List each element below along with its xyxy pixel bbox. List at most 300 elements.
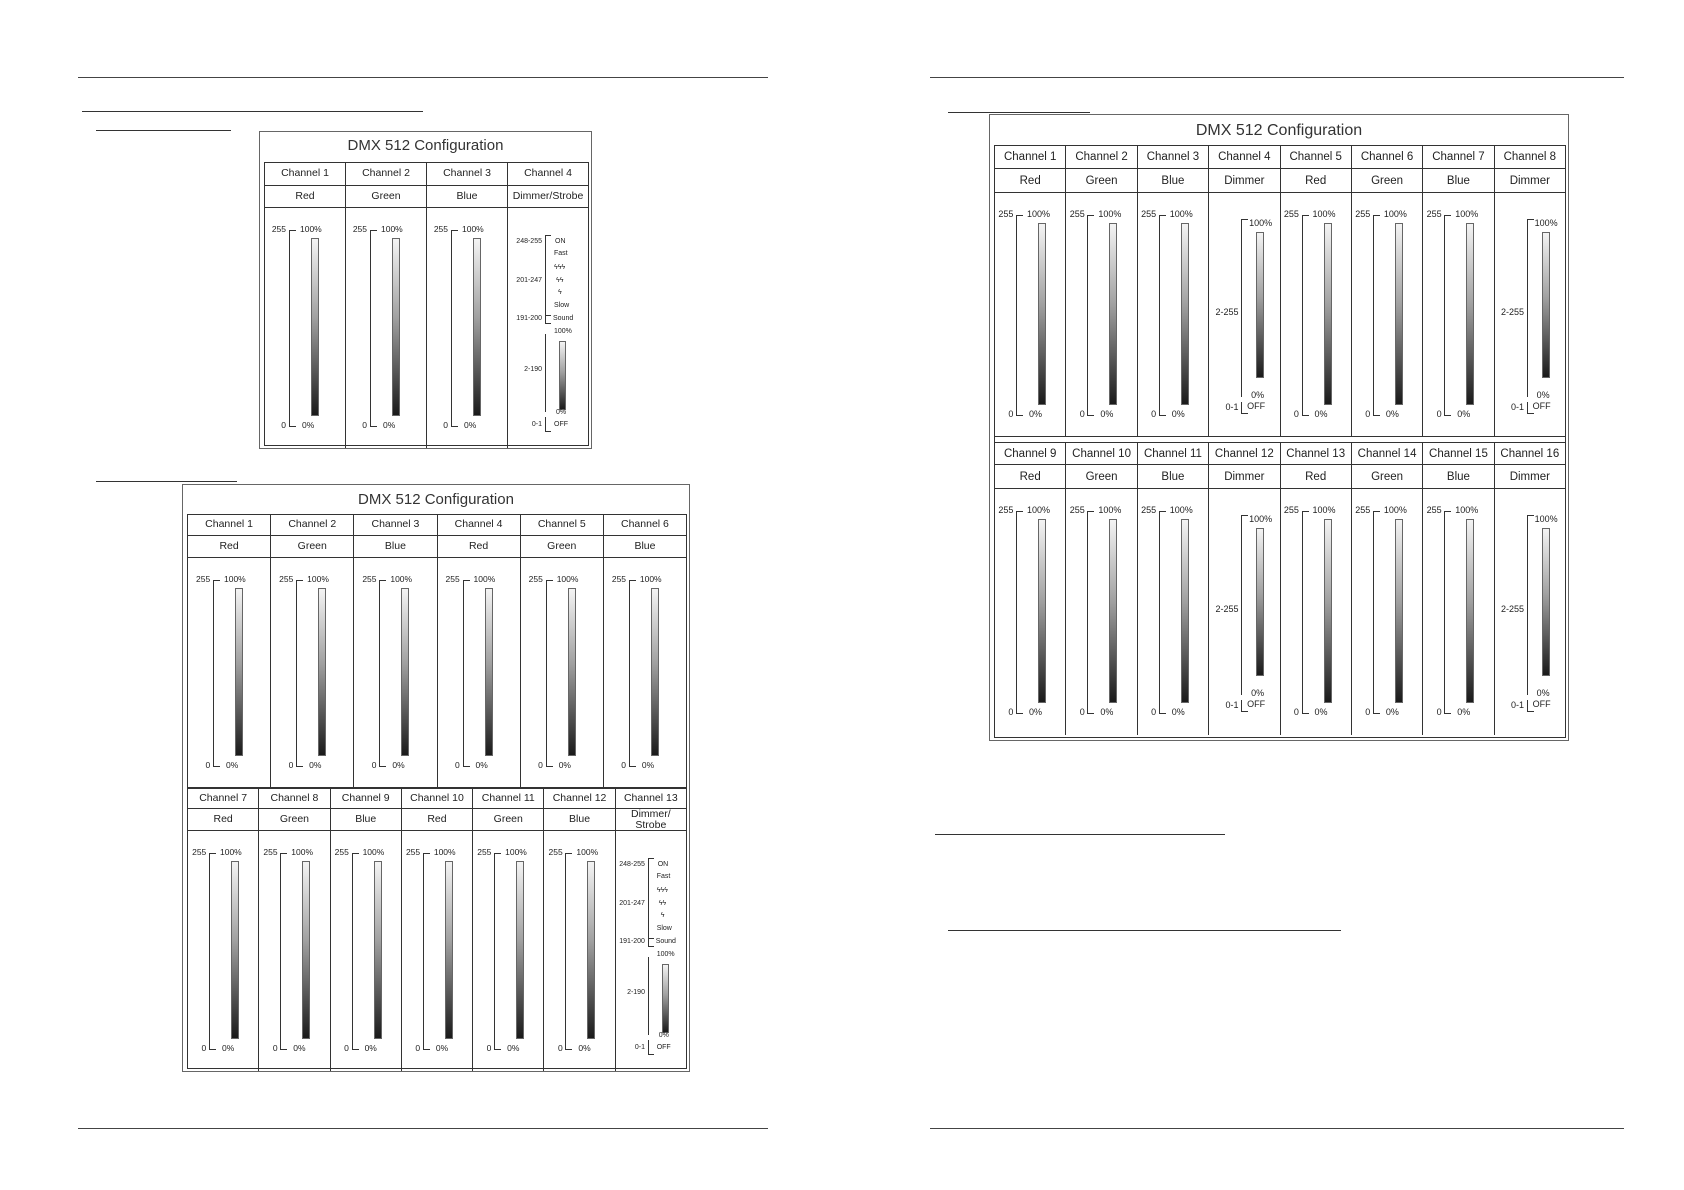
scale-max-value: 255 xyxy=(271,224,286,234)
off-bracket xyxy=(545,417,546,431)
scale-max-percent: 100% xyxy=(473,574,496,584)
tick-sound xyxy=(648,938,654,939)
strobe-slow-label: Slow xyxy=(656,925,672,932)
channel-header: Channel 1 xyxy=(1003,150,1057,163)
scale-bracket xyxy=(1444,511,1445,713)
scale-tick-top xyxy=(1302,215,1309,216)
scale-tick-bottom xyxy=(1016,415,1023,416)
scale-tick-top xyxy=(280,853,287,854)
scale-tick-top xyxy=(379,580,386,581)
scale-min-percent: 0% xyxy=(222,1043,235,1053)
channel-scale xyxy=(426,208,507,448)
channel-scale xyxy=(270,558,353,788)
channel-function: Dimmer xyxy=(1208,465,1279,489)
off-bracket xyxy=(1241,402,1242,413)
dimmer-range-label: 2-255 xyxy=(1215,604,1239,614)
intensity-gradient-bar xyxy=(473,238,481,416)
off-tick xyxy=(545,431,551,432)
scale-max-percent: 100% xyxy=(639,574,662,584)
scale-bracket xyxy=(565,853,566,1049)
scale-min-percent: 0% xyxy=(658,1032,669,1039)
tick-sound-bottom xyxy=(545,323,551,324)
intensity-gradient-bar xyxy=(311,238,319,416)
scale-max-percent: 100% xyxy=(1455,209,1479,219)
scale-tick-top xyxy=(1087,511,1094,512)
off-range-label: 0-1 xyxy=(1510,700,1524,710)
channel-scale xyxy=(995,193,1065,437)
scale-min-value: 0 xyxy=(1151,707,1157,717)
scale-max-percent: 100% xyxy=(1455,505,1479,515)
channel-header: Channel 11 xyxy=(1137,443,1208,465)
intensity-gradient-bar xyxy=(392,238,400,416)
scale-max-percent: 100% xyxy=(362,847,385,857)
scale-tick-top xyxy=(289,230,296,231)
scale-max-value: 255 xyxy=(1355,209,1371,219)
scale-bracket xyxy=(1302,511,1303,713)
subheading-underline-3 xyxy=(948,112,1090,113)
channel-header: Channel 9 xyxy=(330,789,401,809)
scale-max-percent: 100% xyxy=(576,847,599,857)
off-range-label: 0-1 xyxy=(634,1044,645,1051)
off-label: OFF xyxy=(1532,699,1551,709)
channel-scale-row xyxy=(995,192,1565,437)
scale-max-percent: 100% xyxy=(656,951,675,958)
scale-max-percent: 100% xyxy=(220,847,242,857)
scale-min-percent: 0% xyxy=(1171,409,1185,419)
scale-tick-top xyxy=(1527,219,1534,220)
header-rule-left xyxy=(78,77,768,78)
channel-header: Channel 13 xyxy=(615,789,686,809)
channel-function: Blue xyxy=(603,536,686,558)
intensity-gradient-bar xyxy=(1109,519,1117,703)
scale-bracket xyxy=(1373,511,1374,713)
scale-max-percent: 100% xyxy=(1098,209,1122,219)
dimmer-range-label: 2-255 xyxy=(1500,307,1524,317)
scale-min-percent: 0% xyxy=(1029,707,1043,717)
channel-header: Channel 13 xyxy=(1280,443,1351,465)
scale-min-percent: 0% xyxy=(1536,390,1550,400)
dimmer-bracket xyxy=(1241,515,1242,695)
scale-bracket xyxy=(1373,215,1374,415)
scale-tick-top xyxy=(1016,215,1023,216)
channel-function: Blue xyxy=(1422,169,1493,193)
channel-header: Channel 12 xyxy=(543,789,614,809)
scale-bracket xyxy=(289,230,290,426)
channel-scale-row xyxy=(265,207,588,448)
scale-max-value: 255 xyxy=(279,574,294,584)
strobe-fast-label: Fast xyxy=(656,873,671,880)
scale-bracket xyxy=(379,580,380,766)
scale-min-value: 0 xyxy=(1293,409,1299,419)
scale-min-value: 0 xyxy=(1365,409,1371,419)
scale-max-value: 255 xyxy=(192,847,207,857)
channel-scale xyxy=(507,208,588,448)
scale-max-percent: 100% xyxy=(1534,218,1558,228)
scale-tick-bottom xyxy=(280,1049,287,1050)
scale-tick-top xyxy=(1241,219,1248,220)
scale-min-percent: 0% xyxy=(1385,409,1399,419)
scale-max-percent: 100% xyxy=(433,847,456,857)
off-range-label: 0-1 xyxy=(1225,402,1239,412)
channel-header: Channel 5 xyxy=(520,515,603,535)
scale-bracket xyxy=(423,853,424,1049)
scale-min-percent: 0% xyxy=(1251,688,1265,698)
channel-function: Blue xyxy=(1137,169,1208,193)
tick-sound xyxy=(545,315,551,316)
scale-max-percent: 100% xyxy=(1312,209,1336,219)
scale-tick-bottom xyxy=(1016,713,1023,714)
channel-grid xyxy=(994,145,1566,738)
scale-min-percent: 0% xyxy=(1100,707,1114,717)
scale-max-percent: 100% xyxy=(381,224,403,234)
channel-function: Red xyxy=(437,536,520,558)
intensity-gradient-bar xyxy=(1038,519,1046,703)
channel-scale xyxy=(188,558,270,788)
scale-tick-bottom xyxy=(565,1049,572,1050)
channel-function: Red xyxy=(1280,169,1351,193)
footer-rule-right xyxy=(930,1128,1624,1129)
channel-header-row xyxy=(995,146,1565,168)
scale-bracket xyxy=(1302,215,1303,415)
scale-tick-top xyxy=(1527,515,1534,516)
intensity-gradient-bar xyxy=(1038,223,1046,405)
scale-bracket xyxy=(1159,215,1160,415)
panel-title: DMX 512 Configuration xyxy=(358,491,514,508)
channel-function: Blue xyxy=(426,186,507,208)
scale-tick-top xyxy=(296,580,303,581)
intensity-gradient-bar xyxy=(568,588,576,756)
intensity-gradient-bar xyxy=(1542,528,1550,676)
channel-scale xyxy=(520,558,603,788)
section-heading-underline-3 xyxy=(948,930,1341,931)
scale-tick-top xyxy=(565,853,572,854)
scale-min-percent: 0% xyxy=(1385,707,1399,717)
strobe-slow-label: Slow xyxy=(554,302,570,309)
scale-min-percent: 0% xyxy=(641,760,655,770)
channel-function: Red xyxy=(213,813,233,826)
channel-header: Channel 16 xyxy=(1494,443,1565,465)
channel-function-row xyxy=(995,168,1565,193)
scale-max-percent: 100% xyxy=(1169,209,1193,219)
section-heading-underline xyxy=(82,111,423,112)
off-bracket xyxy=(1241,700,1242,711)
scale-tick-bottom xyxy=(1444,415,1451,416)
intensity-gradient-bar xyxy=(1109,223,1117,405)
sound-range-label: 191-200 xyxy=(619,938,645,945)
scale-max-value: 255 xyxy=(548,847,563,857)
intensity-gradient-bar xyxy=(231,861,239,1039)
channel-function-row xyxy=(265,185,588,208)
scale-tick-bottom xyxy=(1087,415,1094,416)
scale-max-value: 255 xyxy=(998,209,1014,219)
channel-function: Green xyxy=(520,536,603,558)
channel-function: Red xyxy=(1280,465,1351,489)
channel-function: Blue xyxy=(330,809,401,831)
scale-min-value: 0 xyxy=(415,1043,421,1053)
scale-tick-top xyxy=(1444,511,1451,512)
channel-header: Channel 12 xyxy=(1208,443,1279,465)
scale-bracket xyxy=(209,853,210,1049)
scale-tick-bottom xyxy=(423,1049,430,1050)
channel-grid xyxy=(264,162,589,446)
scale-bracket xyxy=(370,230,371,426)
scale-min-percent: 0% xyxy=(556,409,567,416)
scale-min-percent: 0% xyxy=(1314,409,1328,419)
scale-max-percent: 100% xyxy=(1169,505,1193,515)
scale-tick-bottom xyxy=(1087,713,1094,714)
channel-function: Green xyxy=(1065,465,1136,489)
scale-max-value: 255 xyxy=(477,847,492,857)
channel-function: Green xyxy=(258,809,329,831)
tick-sound-bottom xyxy=(648,946,654,947)
scale-min-percent: 0% xyxy=(392,760,405,770)
scale-min-percent: 0% xyxy=(309,760,322,770)
channel-header: Channel 11 xyxy=(472,789,543,809)
off-bracket xyxy=(1527,402,1528,413)
scale-max-value: 255 xyxy=(362,574,377,584)
scale-max-value: 255 xyxy=(611,574,627,584)
scale-max-value: 255 xyxy=(195,574,211,584)
channel-header: Channel 2 xyxy=(345,163,426,185)
off-tick xyxy=(648,1054,654,1055)
scale-max-value: 255 xyxy=(445,574,460,584)
channel-function-row xyxy=(995,464,1565,489)
intensity-gradient-bar xyxy=(318,588,326,756)
strobe-fast-label: Fast xyxy=(554,250,568,257)
channel-header: Channel 4 xyxy=(507,163,588,185)
dmx-config-panel-4ch xyxy=(259,131,592,449)
scale-bracket xyxy=(296,580,297,766)
scale-min-percent: 0% xyxy=(475,760,488,770)
channel-function: Green xyxy=(345,186,426,208)
scale-min-percent: 0% xyxy=(1314,707,1328,717)
intensity-gradient-bar xyxy=(559,341,566,410)
channel-scale xyxy=(1280,489,1351,735)
intensity-gradient-bar xyxy=(1181,223,1189,405)
channel-header: Channel 7 xyxy=(1422,146,1493,168)
scale-tick-bottom xyxy=(370,426,377,427)
scale-min-value: 0 xyxy=(1151,409,1157,419)
flash-fast-icon: ϟϟϟ xyxy=(656,887,668,894)
scale-min-percent: 0% xyxy=(464,420,477,430)
channel-grid xyxy=(187,514,687,1069)
flash-medium-icon: ϟϟ xyxy=(658,900,667,907)
channel-function: Red xyxy=(219,540,239,553)
dimmer-range-label: 2-255 xyxy=(1500,604,1524,614)
scale-tick-bottom xyxy=(209,1049,216,1050)
flash-slow-icon: ϟ xyxy=(558,289,562,296)
scale-bracket xyxy=(1444,215,1445,415)
channel-scale xyxy=(995,489,1065,735)
channel-header: Channel 1 xyxy=(205,518,254,531)
scale-min-percent: 0% xyxy=(302,420,315,430)
scale-tick-top xyxy=(370,230,377,231)
channel-scale xyxy=(345,208,426,448)
scale-min-percent: 0% xyxy=(1251,390,1265,400)
channel-header: Channel 1 xyxy=(281,167,329,180)
scale-max-percent: 100% xyxy=(1249,514,1273,524)
scale-tick-bottom xyxy=(1302,415,1309,416)
intensity-gradient-bar xyxy=(1324,223,1332,405)
intensity-gradient-bar xyxy=(1181,519,1189,703)
scale-tick-top xyxy=(213,580,220,581)
tick-on xyxy=(648,858,654,859)
scale-min-percent: 0% xyxy=(1536,688,1550,698)
dimmer-bracket xyxy=(648,957,649,1035)
intensity-gradient-bar xyxy=(1542,232,1550,378)
dmx-config-panel-16ch xyxy=(989,114,1569,741)
scale-bracket xyxy=(1159,511,1160,713)
intensity-gradient-bar xyxy=(1256,232,1264,378)
channel-function: Green xyxy=(1351,169,1422,193)
scale-tick-top xyxy=(494,853,501,854)
scale-min-percent: 0% xyxy=(383,420,396,430)
scale-bracket xyxy=(451,230,452,426)
channel-function: Green xyxy=(1351,465,1422,489)
intensity-gradient-bar xyxy=(401,588,409,756)
scale-tick-bottom xyxy=(289,426,296,427)
channel-scale xyxy=(1351,489,1422,735)
channel-function: Blue xyxy=(543,809,614,831)
scale-max-value: 255 xyxy=(1141,505,1157,515)
scale-max-value: 255 xyxy=(1069,505,1085,515)
intensity-gradient-bar xyxy=(1256,528,1264,676)
scale-min-percent: 0% xyxy=(1029,409,1043,419)
channel-function: Dimmer xyxy=(1494,465,1565,489)
panel-title: DMX 512 Configuration xyxy=(347,137,504,154)
scale-tick-bottom xyxy=(451,426,458,427)
scale-bracket xyxy=(280,853,281,1049)
intensity-gradient-bar xyxy=(485,588,493,756)
intensity-gradient-bar xyxy=(516,861,524,1039)
scale-max-percent: 100% xyxy=(1383,505,1407,515)
scale-tick-top xyxy=(1159,511,1166,512)
scale-tick-bottom xyxy=(1373,415,1380,416)
scale-tick-bottom xyxy=(494,1049,501,1050)
scale-tick-bottom xyxy=(1302,713,1309,714)
scale-max-percent: 100% xyxy=(1027,505,1051,515)
scale-bracket xyxy=(494,853,495,1049)
subheading-underline-2 xyxy=(96,481,237,482)
scale-tick-top xyxy=(451,230,458,231)
scale-min-percent: 0% xyxy=(293,1043,306,1053)
off-bracket xyxy=(1527,700,1528,711)
scale-max-value: 255 xyxy=(998,505,1014,515)
scale-max-value: 255 xyxy=(1141,209,1157,219)
intensity-gradient-bar xyxy=(662,964,669,1033)
scale-bracket xyxy=(1087,215,1088,415)
scale-min-percent: 0% xyxy=(435,1043,449,1053)
channel-header-row xyxy=(188,515,686,535)
strobe-bracket xyxy=(545,235,546,323)
scale-max-value: 255 xyxy=(334,847,349,857)
scale-min-value: 0 xyxy=(538,760,543,770)
scale-min-value: 0 xyxy=(557,1043,563,1053)
scale-max-value: 255 xyxy=(433,224,448,234)
tick-on xyxy=(545,235,551,236)
channel-scale xyxy=(1494,193,1565,437)
off-label: OFF xyxy=(1532,401,1551,411)
scale-bracket xyxy=(463,580,464,766)
dimmer-range-label: 2-255 xyxy=(1215,307,1239,317)
scale-tick-top xyxy=(423,853,430,854)
scale-tick-top xyxy=(1241,515,1248,516)
scale-max-percent: 100% xyxy=(1383,209,1407,219)
scale-bracket xyxy=(1016,511,1017,713)
channel-scale xyxy=(472,831,543,1071)
flash-medium-icon: ϟϟ xyxy=(556,277,564,284)
channel-scale xyxy=(258,831,329,1071)
scale-min-value: 0 xyxy=(288,760,294,770)
intensity-gradient-bar xyxy=(1466,519,1474,703)
channel-function: Dimmer/ Strobe xyxy=(615,809,686,831)
scale-min-percent: 0% xyxy=(507,1043,520,1053)
scale-tick-bottom xyxy=(1373,713,1380,714)
scale-bracket xyxy=(629,580,630,766)
scale-tick-bottom xyxy=(1444,713,1451,714)
scale-tick-top xyxy=(1016,511,1023,512)
channel-function: Red xyxy=(1019,470,1041,483)
strobe-speed-range: 201-247 xyxy=(619,900,645,907)
channel-scale-row xyxy=(995,488,1565,735)
channel-scale xyxy=(1494,489,1565,735)
channel-function: Red xyxy=(295,190,315,203)
scale-bracket xyxy=(1016,215,1017,415)
channel-header-row xyxy=(188,788,686,809)
scale-max-value: 255 xyxy=(263,847,278,857)
scale-min-value: 0 xyxy=(201,1043,207,1053)
scale-tick-top xyxy=(1373,215,1380,216)
scale-min-percent: 0% xyxy=(1100,409,1114,419)
sound-label: Sound xyxy=(655,938,676,945)
scale-tick-top xyxy=(352,853,359,854)
scale-min-value: 0 xyxy=(443,420,448,430)
dmx-config-panel-13ch xyxy=(182,484,690,1072)
channel-scale xyxy=(543,831,614,1071)
off-label: OFF xyxy=(1247,401,1266,411)
channel-header: Channel 3 xyxy=(426,163,507,185)
scale-tick-bottom xyxy=(546,766,553,767)
intensity-gradient-bar xyxy=(235,588,243,756)
intensity-gradient-bar xyxy=(374,861,382,1039)
scale-max-percent: 100% xyxy=(300,224,322,234)
dimmer-range-label: 2-190 xyxy=(627,989,645,996)
scale-min-percent: 0% xyxy=(1171,707,1185,717)
scale-min-value: 0 xyxy=(1365,707,1371,717)
scale-max-percent: 100% xyxy=(1098,505,1122,515)
scale-max-value: 255 xyxy=(352,224,367,234)
scale-tick-top xyxy=(629,580,636,581)
channel-header: Channel 4 xyxy=(437,515,520,535)
channel-scale xyxy=(401,831,472,1071)
off-label: OFF xyxy=(554,421,568,428)
scale-min-value: 0 xyxy=(1436,707,1442,717)
channel-function: Dimmer xyxy=(1208,169,1279,193)
scale-min-value: 0 xyxy=(621,760,627,770)
off-tick xyxy=(1527,711,1534,712)
channel-header: Channel 15 xyxy=(1422,443,1493,465)
scale-min-percent: 0% xyxy=(1457,707,1471,717)
scale-max-percent: 100% xyxy=(307,574,329,584)
intensity-gradient-bar xyxy=(1395,223,1403,405)
strobe-bracket xyxy=(648,858,649,946)
channel-function: Green xyxy=(1065,169,1136,193)
channel-scale xyxy=(1137,193,1208,437)
scale-tick-bottom xyxy=(1159,415,1166,416)
scale-tick-bottom xyxy=(213,766,220,767)
dimmer-bracket xyxy=(1527,515,1528,695)
scale-bracket xyxy=(213,580,214,766)
